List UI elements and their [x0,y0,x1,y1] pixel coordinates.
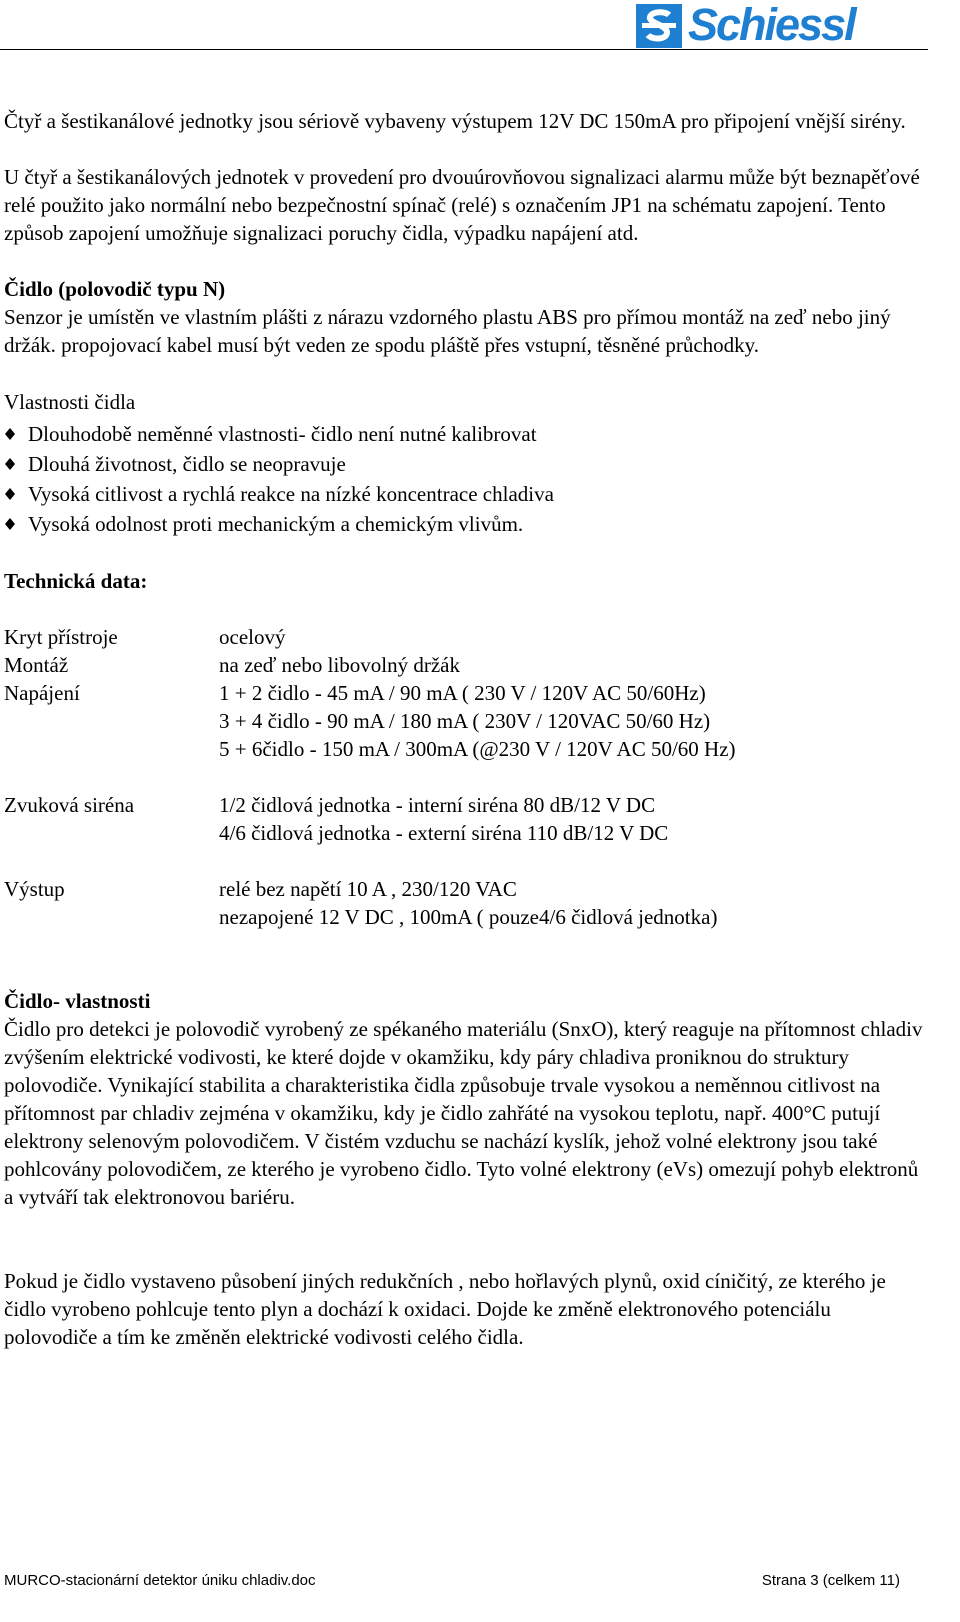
sensor-props-heading: Čidlo- vlastnosti [4,989,151,1013]
sensor-props-paragraph-2: Pokud je čidlo vystaveno působení jiných redukčních , nebo hořlavých plynů, oxid cíničitý, ze kterého je čidlo vyrobeno pohlcuje tento plyn a dochází k oxidaci. Dojde ke změně elektronového potenciálu polovodiče a tím ke změněn elektrické vodivosti celého čidla. [4,1269,886,1349]
spec-value: na zeď nebo libovolný držák [219,653,460,677]
spec-row-power [4,679,924,763]
list-item: Dlouhá životnost, čidlo se neopravuje [4,449,924,479]
spec-value: ocelový [219,625,286,649]
spec-value: relé bez napětí 10 A , 230/120 VAC [219,877,517,901]
spec-value: 1/2 čidlová jednotka - interní siréna 80 dB/12 V DC [219,793,656,817]
list-item: Vysoká citlivost a rychlá reakce na nízké koncentrace chladiva [4,479,924,509]
sensor-props-paragraph-1: Čidlo pro detekci je polovodič vyrobený ze spékaného materiálu (SnxO), který reaguje na přítomnost chladiv zvýšením elektrické vodivosti, ke které dojde v okamžiku, kdy páry chladiva proniknou do struktury polovodiče. Vynikající stabilita a charakteristika čidla způsobuje trvale vysokou a neměnnou citlivost na přítomnost par chladiv zejména v okamžiku, kdy je čidlo zahřáté na vysokou teplotu, např. 400°C putují elektrony selenovým polovodičem. V čistém vzduchu se nachází kyslík, jehož volné elektrony jsou také pohlcovány polovodičem, ze kterého je vyrobeno čidlo. Tyto volné elektrony (eVs) omezují pohyb elektronů a vytváří tak elektronovou bariéru. [4,1017,923,1209]
footer-page-number: Strana 3 (celkem 11) [761,1572,900,1589]
diamond-bullet-icon [4,488,16,500]
company-logo [636,0,924,50]
diamond-bullet-icon [4,458,16,470]
spec-value: nezapojené 12 V DC , 100mA ( pouze4/6 čidlová jednotka) [219,905,718,929]
sensor-paragraph: Senzor je umístěn ve vlastním plášti z nárazu vzdorného plastu ABS pro přímou montáž na zeď nebo jiný držák. propojovací kabel musí být veden ze spodu pláště přes vstupní, těsněné průchodky. [4,305,891,357]
spec-label: Napájení [4,681,80,705]
spec-label: Kryt přístroje [4,625,118,649]
logo-mark-icon [636,4,682,48]
spec-row-housing [4,623,924,651]
spec-row-siren [4,791,924,847]
tech-heading: Technická data: [4,569,148,593]
diamond-bullet-icon [4,428,16,440]
intro-paragraph-2: U čtyř a šestikanálových jednotek v provedení pro dvouúrovňovou signalizaci alarmu může být beznapěťové relé použito jako normální nebo bezpečnostní spínač (relé) s označením JP1 na schématu zapojení. Tento způsob zapojení umožňuje signalizaci poruchy čidla, výpadku napájení atd. [4,165,920,245]
intro-paragraph-1: Čtyř a šestikanálové jednotky jsou sériově vybaveny výstupem 12V DC 150mA pro připojení vnější sirény. [4,109,906,133]
document-body [4,107,924,1351]
spec-value: 5 + 6čidlo - 150 mA / 300mA (@230 V / 120V AC 50/60 Hz) [219,737,736,761]
list-item: Vysoká odolnost proti mechanickým a chemickým vlivům. [4,509,924,539]
diamond-bullet-icon [4,518,16,530]
properties-list [4,419,924,539]
list-item: Dlouhodobě neměnné vlastnosti- čidlo není nutné kalibrovat [4,419,924,449]
properties-heading: Vlastnosti čidla [4,390,136,414]
spec-label: Zvuková siréna [4,793,135,817]
logo-text: Schiessl [688,0,855,50]
spec-value: 1 + 2 čidlo - 45 mA / 90 mA ( 230 V / 120V AC 50/60Hz) [219,681,706,705]
spec-value: 3 + 4 čidlo - 90 mA / 180 mA ( 230V / 120VAC 50/60 Hz) [219,709,711,733]
footer-filename: MURCO-stacionární detektor úniku chladiv.doc [4,1572,316,1589]
spec-value: 4/6 čidlová jednotka - externí siréna 110 dB/12 V DC [219,821,669,845]
spec-row-mounting [4,651,924,679]
spec-row-output [4,875,924,931]
spec-label: Výstup [4,877,65,901]
sensor-heading: Čidlo (polovodič typu N) [4,277,226,301]
spec-label: Montáž [4,653,69,677]
